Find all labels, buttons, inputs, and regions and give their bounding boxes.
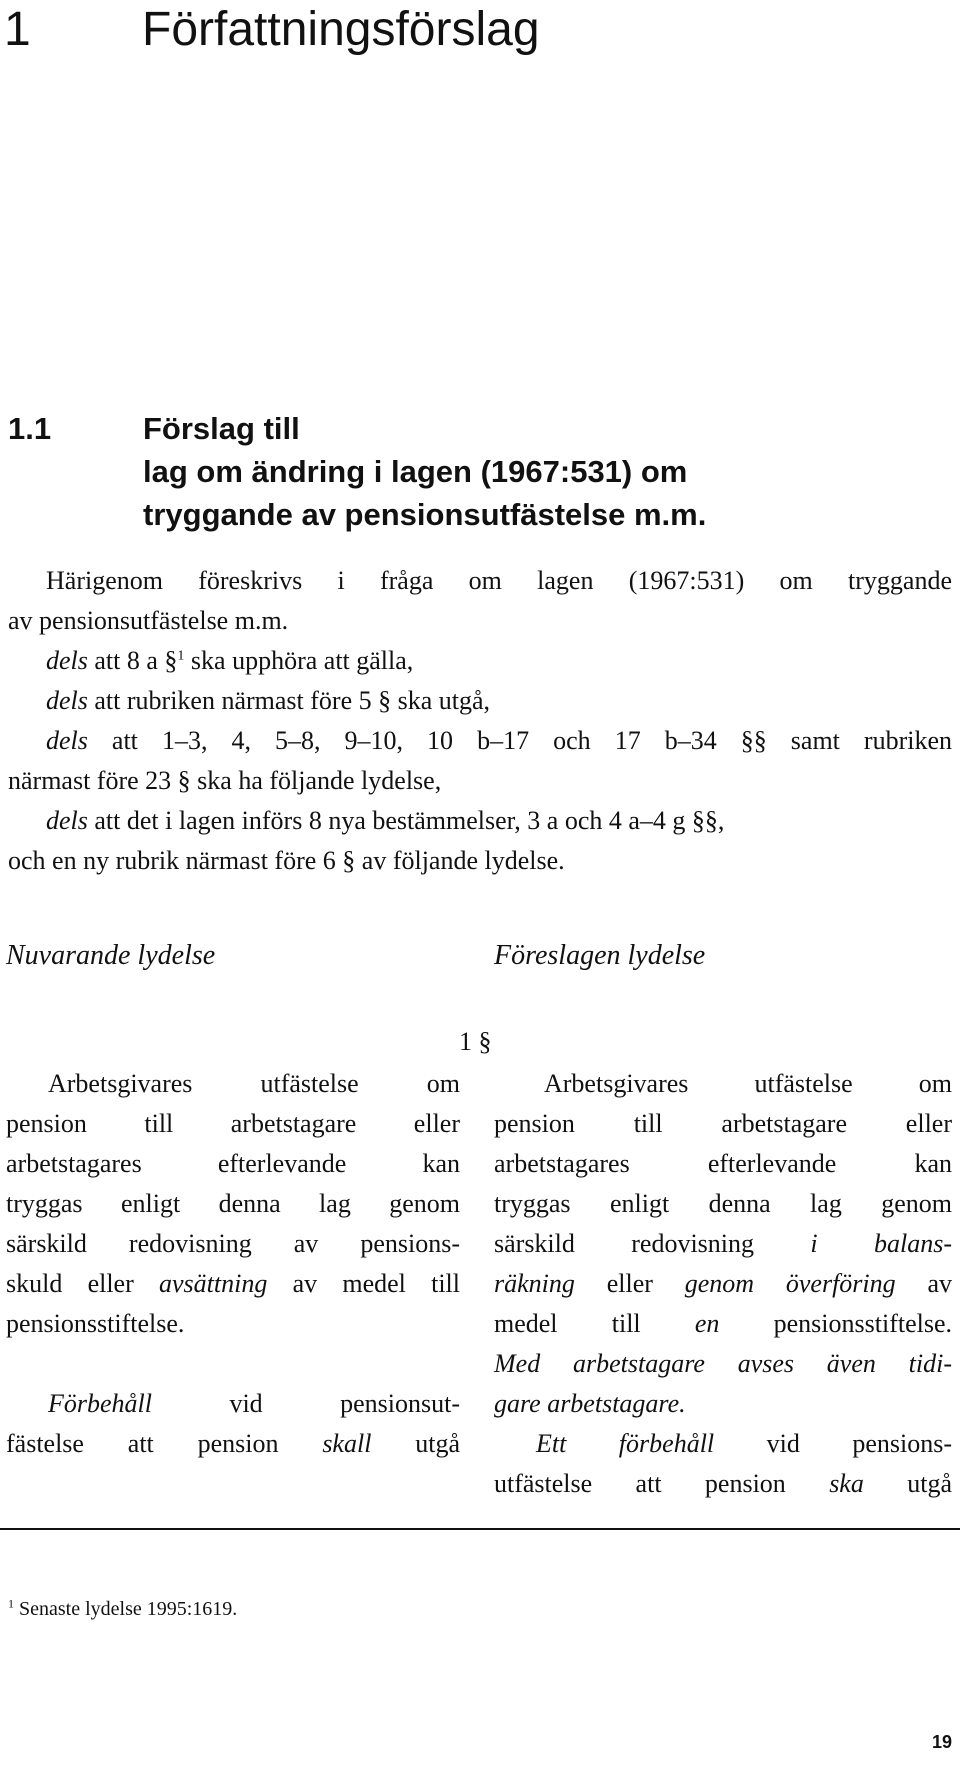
text-span: pension till arbetstagare eller — [6, 1109, 460, 1138]
intro-item — [8, 801, 952, 841]
intro-text: av följande lydelse. — [361, 846, 565, 875]
intro-text: närmast före 23 — [8, 766, 172, 795]
dels-word: dels — [46, 646, 88, 675]
text-line — [494, 1224, 952, 1264]
text-line — [494, 1304, 952, 1344]
emphasis-text: genom överföring — [684, 1269, 896, 1298]
text-line — [6, 1384, 460, 1424]
emphasis-text: en — [694, 1309, 720, 1338]
left-column-text — [6, 1064, 460, 1464]
right-column-heading: Föreslagen lydelse — [494, 940, 706, 971]
footnote-ref: 1 — [177, 648, 185, 664]
text-line — [6, 1144, 460, 1184]
intro-item — [8, 721, 952, 761]
footnote-divider — [0, 1528, 960, 1530]
paragraph-sign: §§ — [691, 806, 718, 835]
footnote-marker: 1 — [8, 1596, 14, 1611]
text-line — [494, 1464, 952, 1504]
paragraph-sign: § — [164, 646, 178, 675]
left-column-heading: Nuvarande lydelse — [6, 940, 216, 971]
chapter-title: Författningsförslag — [142, 3, 540, 56]
intro-line — [8, 841, 952, 881]
blank-line — [6, 1344, 460, 1384]
text-span: vid pensions- — [766, 1429, 952, 1458]
intro-text: samt rubriken — [790, 726, 953, 755]
footnote-text: Senaste lydelse 1995:1619. — [19, 1598, 238, 1620]
text-line — [6, 1224, 460, 1264]
emphasis-text: Ett förbehåll — [536, 1429, 715, 1458]
text-span: utgå — [415, 1429, 461, 1458]
intro-line: av pensionsutfästelse m.m. — [8, 606, 289, 635]
text-line — [494, 1184, 952, 1224]
text-span: skuld eller — [6, 1269, 134, 1298]
text-span: av medel till — [292, 1269, 461, 1298]
paragraph-sign: § — [342, 846, 356, 875]
dels-word: dels — [46, 726, 88, 755]
text-line — [6, 1424, 460, 1464]
text-span: Arbetsgivares utfästelse om — [544, 1069, 952, 1098]
text-span: vid pensionsut- — [229, 1389, 461, 1418]
text-span: tryggas enligt denna lag genom — [6, 1189, 460, 1218]
dels-word: dels — [46, 686, 88, 715]
emphasis-text: räkning — [494, 1269, 575, 1298]
section-title-line: tryggande av pensionsutfästelse m.m. — [143, 497, 707, 532]
paragraph-sign: § — [378, 686, 392, 715]
text-span: särskild redovisning — [494, 1229, 755, 1258]
text-span: arbetstagares efterlevande kan — [6, 1149, 460, 1178]
intro-text: ska ha följande lydelse, — [197, 766, 442, 795]
emphasis-text: Förbehåll — [48, 1389, 152, 1418]
text-line — [494, 1424, 952, 1464]
text-span: pensionsstiftelse. — [6, 1309, 185, 1338]
section-number: 1.1 — [8, 411, 52, 446]
section-title-line: Förslag till — [143, 411, 300, 446]
emphasis-text: Med arbetstagare avses även tidi- — [494, 1349, 952, 1378]
emphasis-text: gare arbetstagare. — [494, 1389, 686, 1418]
intro-text: att 1–3, 4, 5–8, 9–10, 10 b–17 och 17 b–34 — [111, 726, 717, 755]
footnote — [8, 1598, 237, 1621]
text-span: eller — [606, 1269, 653, 1298]
paragraph-sign: §§ — [740, 726, 767, 755]
section-heading — [8, 407, 908, 537]
text-span: fästelse att pension — [6, 1429, 279, 1458]
emphasis-text: avsättning — [159, 1269, 268, 1298]
text-span: särskild redovisning av pensions- — [6, 1229, 460, 1258]
intro-item — [8, 641, 952, 681]
intro-paragraph — [8, 561, 952, 881]
paragraph-sign: § — [478, 1027, 492, 1056]
text-line — [6, 1304, 460, 1344]
intro-text: att 8 a — [94, 646, 158, 675]
intro-item — [8, 681, 952, 721]
intro-text: , — [717, 806, 725, 835]
intro-text: ska upphöra att gälla, — [190, 646, 414, 675]
text-span: av — [927, 1269, 953, 1298]
text-line — [494, 1104, 952, 1144]
chapter-number: 1 — [4, 3, 31, 56]
text-line — [494, 1144, 952, 1184]
right-column-text — [494, 1064, 952, 1504]
text-span: utfästelse att pension — [494, 1469, 786, 1498]
section-title — [143, 407, 706, 536]
text-line — [494, 1344, 952, 1384]
intro-line: Härigenom föreskrivs i fråga om lagen (1967:531) om tryggande — [46, 566, 952, 595]
chapter-heading — [4, 2, 540, 58]
emphasis-text: ska — [829, 1469, 864, 1498]
intro-text: och en ny rubrik närmast före 6 — [8, 846, 336, 875]
section-title-line: lag om ändring i lagen (1967:531) om — [143, 454, 688, 489]
intro-text: att det i lagen införs 8 nya bestämmelser, 3 a och 4 a–4 g — [94, 806, 686, 835]
intro-text: att rubriken närmast före 5 — [94, 686, 372, 715]
text-span: utgå — [907, 1469, 952, 1498]
text-span: arbetstagares efterlevande kan — [494, 1149, 952, 1178]
dels-word: dels — [46, 806, 88, 835]
text-line — [6, 1104, 460, 1144]
paragraph-label — [459, 1027, 492, 1057]
emphasis-text: i balans- — [810, 1229, 952, 1258]
paragraph-sign: § — [177, 766, 191, 795]
text-span: medel till — [494, 1309, 641, 1338]
text-line — [494, 1264, 952, 1304]
text-span: tryggas enligt denna lag genom — [494, 1189, 952, 1218]
text-line — [6, 1064, 460, 1104]
page-number: 19 — [931, 1732, 952, 1752]
text-span: pensionsstiftelse. — [773, 1309, 952, 1338]
emphasis-text: skall — [322, 1429, 372, 1458]
intro-text: ska utgå, — [397, 686, 491, 715]
text-line — [6, 1264, 460, 1304]
text-line — [6, 1184, 460, 1224]
paragraph-number: 1 — [459, 1027, 472, 1056]
text-span: pension till arbetstagare eller — [494, 1109, 952, 1138]
intro-line — [8, 761, 952, 801]
text-line — [494, 1384, 952, 1424]
text-span: Arbetsgivares utfästelse om — [48, 1069, 460, 1098]
text-line — [494, 1064, 952, 1104]
